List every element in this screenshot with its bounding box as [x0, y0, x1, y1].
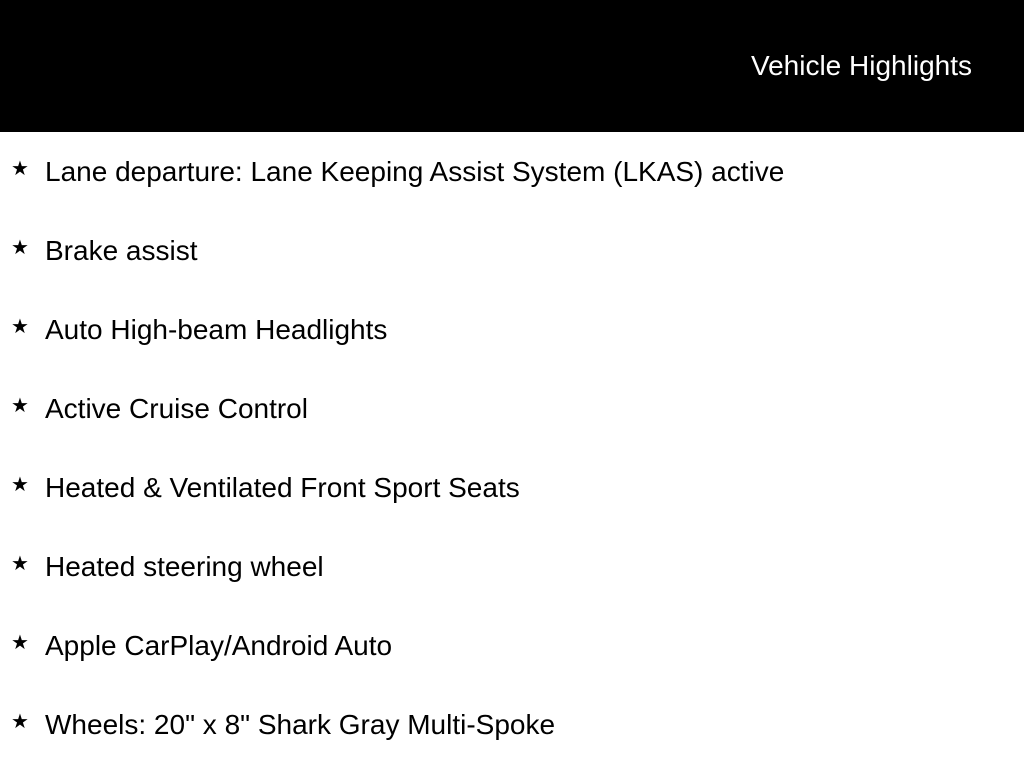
star-icon: ★: [11, 711, 29, 733]
highlight-label: Heated steering wheel: [45, 551, 324, 582]
star-icon: ★: [11, 237, 29, 259]
highlight-label: Apple CarPlay/Android Auto: [45, 630, 393, 661]
list-item: [0, 527, 1024, 606]
highlight-label: Brake assist: [45, 235, 198, 266]
list-item: [0, 448, 1024, 527]
star-icon: ★: [11, 158, 29, 180]
star-icon: ★: [11, 474, 29, 496]
highlights-list: [0, 132, 1024, 764]
list-item: [0, 685, 1024, 764]
star-icon: ★: [11, 632, 29, 654]
highlight-label: Heated & Ventilated Front Sport Seats: [45, 472, 520, 503]
highlight-label: Active Cruise Control: [45, 393, 308, 424]
list-item: [0, 132, 1024, 211]
highlight-label: Wheels: 20" x 8" Shark Gray Multi-Spoke: [45, 709, 556, 740]
header-bar: [0, 0, 1024, 132]
list-item: [0, 290, 1024, 369]
list-item: [0, 211, 1024, 290]
star-icon: ★: [11, 395, 29, 417]
highlight-label: Auto High-beam Headlights: [45, 314, 388, 345]
star-icon: ★: [11, 316, 29, 338]
list-item: [0, 369, 1024, 448]
highlight-label: Lane departure: Lane Keeping Assist System (LKAS) active: [45, 156, 785, 187]
page-title: Vehicle Highlights: [750, 50, 972, 81]
list-item: [0, 606, 1024, 685]
star-icon: ★: [11, 553, 29, 575]
